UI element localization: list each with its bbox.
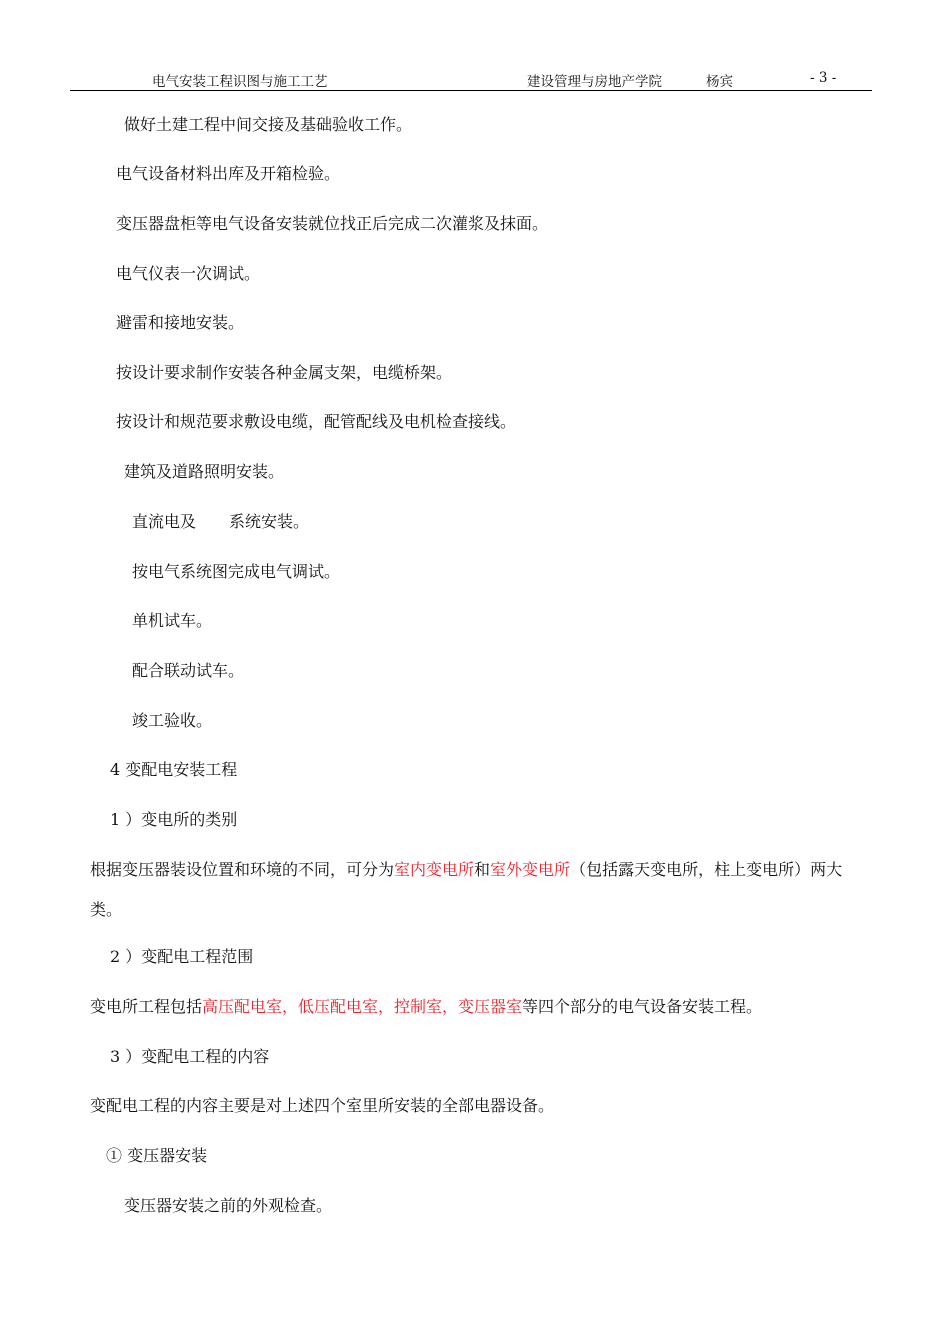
paragraph: 变配电工程的内容主要是对上述四个室里所安装的全部电器设备。 <box>90 1096 555 1115</box>
text-fragment: 等四个部分的电气设备安装工程。 <box>522 997 763 1016</box>
text-line: 避雷和接地安装。 <box>116 313 245 332</box>
highlight-text: 室内变电所 <box>394 860 475 879</box>
paragraph <box>90 850 874 930</box>
text-line: 单机试车。 <box>132 611 213 630</box>
text-line <box>132 511 309 533</box>
subsection-heading: 3 ）变配电工程的内容 <box>110 1047 270 1066</box>
text-fragment: 系统安装。 <box>229 512 310 531</box>
text-line: 按设计要求制作安装各种金属支架，电缆桥架。 <box>116 363 453 382</box>
paragraph <box>90 996 762 1018</box>
text-line: 做好土建工程中间交接及基础验收工作。 <box>124 115 413 134</box>
text-line: 建筑及道路照明安装。 <box>124 462 285 481</box>
text-fragment: 直流电及 <box>132 512 197 531</box>
header-author: 杨宾 <box>706 74 733 90</box>
text-line: 电气仪表一次调试。 <box>116 264 261 283</box>
text-line: 变压器安装之前的外观检查。 <box>124 1196 333 1215</box>
header-title: 电气安装工程识图与施工工艺 <box>152 74 328 90</box>
highlight-text: 高压配电室，低压配电室，控制室，变压器室 <box>202 997 523 1016</box>
text-fragment: （包括露天变电所，柱上变电所）两大类。 <box>90 860 843 919</box>
page-header <box>70 68 872 91</box>
text-line: 配合联动试车。 <box>132 661 245 680</box>
text-fragment: 和 <box>474 860 491 879</box>
header-school: 建设管理与房地产学院 <box>527 74 662 90</box>
highlight-text: 室外变电所 <box>490 860 571 879</box>
text-line: 竣工验收。 <box>132 711 213 730</box>
text-fragment: 根据变压器装设位置和环境的不同，可分为 <box>90 860 395 879</box>
text-line: 按设计和规范要求敷设电缆，配管配线及电机检查接线。 <box>116 412 517 431</box>
item-heading: ① 变压器安装 <box>106 1146 208 1165</box>
text-fragment: 变电所工程包括 <box>90 997 203 1016</box>
text-line: 电气设备材料出库及开箱检验。 <box>116 164 341 183</box>
subsection-heading: 1 ）变电所的类别 <box>110 810 238 829</box>
subsection-heading: 2 ）变配电工程范围 <box>110 947 254 966</box>
text-line: 按电气系统图完成电气调试。 <box>132 562 341 581</box>
text-line: 变压器盘柜等电气设备安装就位找正后完成二次灌浆及抹面。 <box>116 214 549 233</box>
section-heading: 4 变配电安装工程 <box>110 760 238 779</box>
header-page-number: - 3 - <box>810 70 837 86</box>
